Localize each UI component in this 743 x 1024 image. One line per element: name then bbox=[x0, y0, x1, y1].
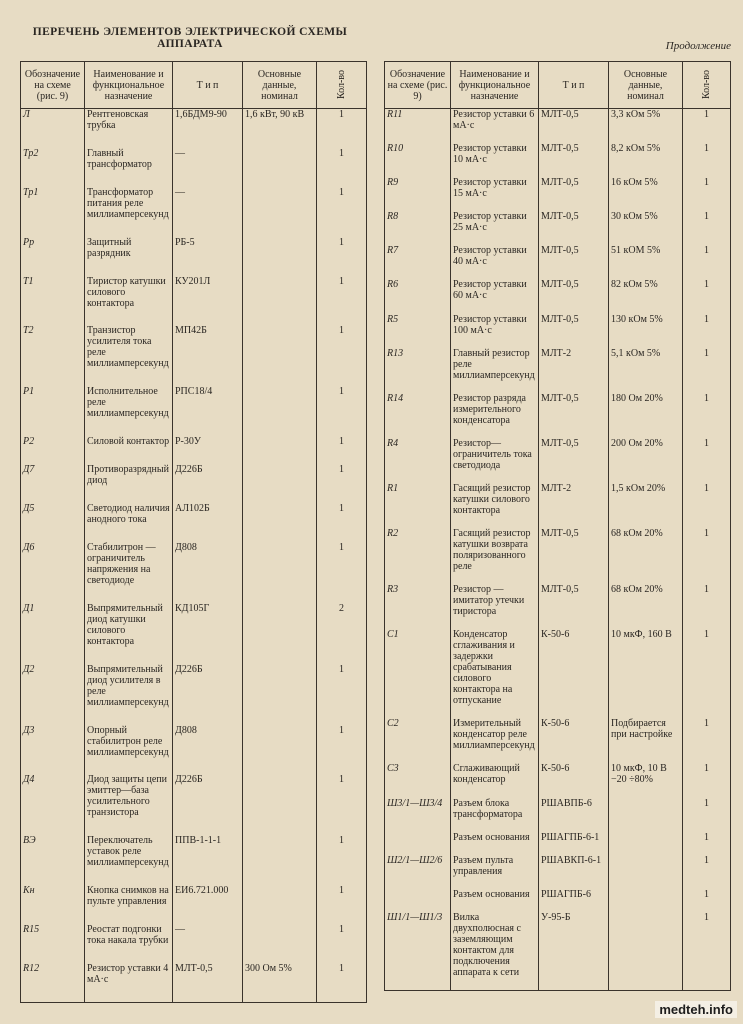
data-cell bbox=[243, 148, 317, 187]
data-cell: 68 кОм 20% bbox=[609, 528, 683, 584]
data-cell bbox=[609, 912, 683, 991]
name-cell: Резистор уставки 60 мА·с bbox=[451, 279, 539, 313]
type-cell: МЛТ-0,5 bbox=[173, 963, 243, 1002]
designation-cell: ВЭ bbox=[21, 835, 85, 885]
designation-cell: Д5 bbox=[21, 503, 85, 542]
designation-cell: Д1 bbox=[21, 603, 85, 664]
qty-cell: 1 bbox=[683, 798, 731, 832]
qty-cell: 1 bbox=[317, 725, 367, 775]
qty-cell: 1 bbox=[683, 718, 731, 763]
table-row bbox=[21, 885, 367, 924]
qty-cell: 1 bbox=[317, 237, 367, 276]
table-row bbox=[385, 109, 731, 144]
continued-label: Продолжение bbox=[665, 40, 731, 52]
designation-cell: Р2 bbox=[21, 436, 85, 464]
name-cell: Реостат подгонки тока накала трубки bbox=[85, 924, 173, 963]
header-data: Основные данные, номинал bbox=[243, 62, 317, 109]
designation-cell: Д6 bbox=[21, 542, 85, 603]
data-cell: 10 мкФ, 160 В bbox=[609, 629, 683, 718]
header-designation: Обозначение на схеме (рис. 9) bbox=[21, 62, 85, 109]
data-cell bbox=[243, 187, 317, 237]
name-cell: Разъем блока трансформатора bbox=[451, 798, 539, 832]
designation-cell: R4 bbox=[385, 438, 451, 483]
header-qty-label: Кол-во bbox=[701, 70, 712, 100]
data-cell: 200 Ом 20% bbox=[609, 438, 683, 483]
designation-cell: R5 bbox=[385, 314, 451, 348]
header-designation: Обозначение на схеме (рис. 9) bbox=[385, 62, 451, 109]
data-cell: 1,6 кВт, 90 кВ bbox=[243, 109, 317, 148]
qty-cell: 1 bbox=[317, 774, 367, 835]
type-cell: МЛТ-2 bbox=[539, 483, 609, 528]
name-cell: Выпрямительный диод усилителя в реле миллиамперсекунд bbox=[85, 664, 173, 725]
table-row bbox=[385, 889, 731, 912]
name-cell: Кнопка снимков на пульте управления bbox=[85, 885, 173, 924]
data-cell: 51 кОМ 5% bbox=[609, 245, 683, 279]
name-cell: Резистор—ограничитель тока светодиода bbox=[451, 438, 539, 483]
table-row bbox=[21, 464, 367, 503]
table-row bbox=[385, 211, 731, 245]
name-cell: Главный трансформатор bbox=[85, 148, 173, 187]
right-parts-table bbox=[384, 61, 731, 991]
designation-cell: R10 bbox=[385, 143, 451, 177]
type-cell: К-50-6 bbox=[539, 629, 609, 718]
table-row bbox=[385, 798, 731, 832]
name-cell: Гасящий резистор катушки силового контактора bbox=[451, 483, 539, 528]
name-cell: Резистор уставки 25 мА·с bbox=[451, 211, 539, 245]
designation-cell: Д4 bbox=[21, 774, 85, 835]
header-qty bbox=[683, 62, 731, 109]
table-row bbox=[21, 386, 367, 436]
name-cell: Опорный стабилитрон реле миллиамперсекунд bbox=[85, 725, 173, 775]
name-cell: Выпрямительный диод катушки силового контактора bbox=[85, 603, 173, 664]
page-title bbox=[20, 26, 360, 50]
qty-cell: 1 bbox=[683, 584, 731, 629]
header-name: Наименование и функциональное назначение bbox=[451, 62, 539, 109]
name-cell: Рентгеновская трубка bbox=[85, 109, 173, 148]
name-cell: Резистор уставки 15 мА·с bbox=[451, 177, 539, 211]
qty-cell: 1 bbox=[317, 924, 367, 963]
type-cell: — bbox=[173, 148, 243, 187]
designation-cell: R1 bbox=[385, 483, 451, 528]
type-cell: МЛТ-0,5 bbox=[539, 109, 609, 144]
type-cell: РШАВПБ-6 bbox=[539, 798, 609, 832]
data-cell: 300 Ом 5% bbox=[243, 963, 317, 1002]
type-cell: КУ201Л bbox=[173, 276, 243, 326]
type-cell: Р-30У bbox=[173, 436, 243, 464]
type-cell: МП42Б bbox=[173, 325, 243, 386]
designation-cell: R14 bbox=[385, 393, 451, 438]
table-row bbox=[21, 603, 367, 664]
table-row bbox=[21, 725, 367, 775]
name-cell: Тиристор катушки силового контактора bbox=[85, 276, 173, 326]
data-cell bbox=[243, 464, 317, 503]
table-row bbox=[385, 348, 731, 393]
name-cell: Противоразрядный диод bbox=[85, 464, 173, 503]
data-cell bbox=[243, 542, 317, 603]
type-cell: МЛТ-0,5 bbox=[539, 584, 609, 629]
name-cell: Резистор уставки 40 мА·с bbox=[451, 245, 539, 279]
table-row bbox=[385, 718, 731, 763]
qty-cell: 1 bbox=[683, 855, 731, 889]
type-cell: К-50-6 bbox=[539, 718, 609, 763]
qty-cell: 1 bbox=[317, 325, 367, 386]
table-row bbox=[21, 503, 367, 542]
data-cell: 5,1 кОм 5% bbox=[609, 348, 683, 393]
data-cell: 130 кОм 5% bbox=[609, 314, 683, 348]
table-row bbox=[21, 109, 367, 148]
type-cell: МЛТ-0,5 bbox=[539, 314, 609, 348]
designation-cell: Рр bbox=[21, 237, 85, 276]
type-cell: РБ-5 bbox=[173, 237, 243, 276]
qty-cell: 1 bbox=[683, 143, 731, 177]
type-cell: Д226Б bbox=[173, 464, 243, 503]
name-cell: Силовой контактор bbox=[85, 436, 173, 464]
table-row bbox=[385, 912, 731, 991]
designation-cell: Кн bbox=[21, 885, 85, 924]
designation-cell: Д7 bbox=[21, 464, 85, 503]
type-cell: МЛТ-0,5 bbox=[539, 245, 609, 279]
designation-cell: Ш3/1—Ш3/4 bbox=[385, 798, 451, 832]
header-type: Т и п bbox=[173, 62, 243, 109]
table-row bbox=[385, 832, 731, 855]
designation-cell: Ш2/1—Ш2/6 bbox=[385, 855, 451, 889]
name-cell: Конденсатор сглаживания и задержки срабатывания силового контактора на отпускание bbox=[451, 629, 539, 718]
data-cell: 16 кОм 5% bbox=[609, 177, 683, 211]
type-cell: ЕИ6.721.000 bbox=[173, 885, 243, 924]
name-cell: Разъем основания bbox=[451, 889, 539, 912]
type-cell: МЛТ-0,5 bbox=[539, 393, 609, 438]
designation-cell bbox=[385, 832, 451, 855]
designation-cell: R12 bbox=[21, 963, 85, 1002]
data-cell bbox=[243, 237, 317, 276]
table-row bbox=[385, 528, 731, 584]
name-cell: Вилка двухполюсная с заземляющим контактом для подключения аппарата к сети bbox=[451, 912, 539, 991]
table-header-row bbox=[21, 62, 367, 109]
name-cell: Резистор уставки 4 мА·с bbox=[85, 963, 173, 1002]
name-cell: Резистор — имитатор утечки тиристора bbox=[451, 584, 539, 629]
data-cell: 180 Ом 20% bbox=[609, 393, 683, 438]
table-row bbox=[21, 436, 367, 464]
qty-cell: 1 bbox=[317, 386, 367, 436]
table-row bbox=[21, 924, 367, 963]
table-row bbox=[385, 279, 731, 313]
designation-cell: R15 bbox=[21, 924, 85, 963]
name-cell: Разъем основания bbox=[451, 832, 539, 855]
header-type: Т и п bbox=[539, 62, 609, 109]
qty-cell: 1 bbox=[683, 629, 731, 718]
designation-cell: Л bbox=[21, 109, 85, 148]
designation-cell: Д3 bbox=[21, 725, 85, 775]
designation-cell: Ш1/1—Ш1/3 bbox=[385, 912, 451, 991]
qty-cell: 1 bbox=[683, 279, 731, 313]
table-row bbox=[21, 664, 367, 725]
qty-cell: 1 bbox=[683, 889, 731, 912]
table-row bbox=[385, 314, 731, 348]
name-cell: Стабилитрон — ограничитель напряжения на светодиоде bbox=[85, 542, 173, 603]
qty-cell: 1 bbox=[317, 109, 367, 148]
type-cell: МЛТ-0,5 bbox=[539, 438, 609, 483]
designation-cell: Т2 bbox=[21, 325, 85, 386]
left-parts-table bbox=[20, 61, 367, 1003]
table-row bbox=[385, 483, 731, 528]
data-cell: 1,5 кОм 20% bbox=[609, 483, 683, 528]
designation-cell: С1 bbox=[385, 629, 451, 718]
table-row bbox=[21, 542, 367, 603]
data-cell bbox=[243, 924, 317, 963]
type-cell: РПС18/4 bbox=[173, 386, 243, 436]
data-cell bbox=[243, 725, 317, 775]
table-row bbox=[21, 325, 367, 386]
data-cell bbox=[609, 832, 683, 855]
qty-cell: 1 bbox=[683, 832, 731, 855]
type-cell: ППВ-1-1-1 bbox=[173, 835, 243, 885]
qty-cell: 2 bbox=[317, 603, 367, 664]
data-cell bbox=[243, 436, 317, 464]
watermark: medteh.info bbox=[655, 1001, 737, 1018]
data-cell bbox=[243, 276, 317, 326]
name-cell: Резистор разряда измерительного конденсатора bbox=[451, 393, 539, 438]
qty-cell: 1 bbox=[683, 109, 731, 144]
data-cell: 82 кОм 5% bbox=[609, 279, 683, 313]
name-cell: Главный резистор реле миллиамперсекунд bbox=[451, 348, 539, 393]
designation-cell: Тр2 bbox=[21, 148, 85, 187]
data-cell bbox=[243, 503, 317, 542]
table-row bbox=[385, 393, 731, 438]
qty-cell: 1 bbox=[317, 436, 367, 464]
designation-cell: С2 bbox=[385, 718, 451, 763]
type-cell: Д808 bbox=[173, 725, 243, 775]
type-cell: — bbox=[173, 924, 243, 963]
qty-cell: 1 bbox=[683, 912, 731, 991]
name-cell: Гасящий резистор катушки возврата поляризованного реле bbox=[451, 528, 539, 584]
data-cell bbox=[609, 889, 683, 912]
name-cell: Измерительный конденсатор реле миллиамперсекунд bbox=[451, 718, 539, 763]
qty-cell: 1 bbox=[683, 763, 731, 797]
name-cell: Переключатель уставок реле миллиамперсекунд bbox=[85, 835, 173, 885]
designation-cell: R9 bbox=[385, 177, 451, 211]
table-row bbox=[385, 855, 731, 889]
table-row bbox=[385, 177, 731, 211]
type-cell: К-50-6 bbox=[539, 763, 609, 797]
qty-cell: 1 bbox=[317, 664, 367, 725]
qty-cell: 1 bbox=[317, 835, 367, 885]
qty-cell: 1 bbox=[317, 276, 367, 326]
data-cell bbox=[609, 798, 683, 832]
table-row bbox=[21, 835, 367, 885]
type-cell: У-95-Б bbox=[539, 912, 609, 991]
data-cell bbox=[609, 855, 683, 889]
table-row bbox=[385, 763, 731, 797]
data-cell bbox=[243, 664, 317, 725]
name-cell: Транзистор усилителя тока реле миллиамперсекунд bbox=[85, 325, 173, 386]
data-cell: 30 кОм 5% bbox=[609, 211, 683, 245]
designation-cell: Р1 bbox=[21, 386, 85, 436]
designation-cell: С3 bbox=[385, 763, 451, 797]
header-name: Наименование и функциональное назначение bbox=[85, 62, 173, 109]
type-cell: МЛТ-0,5 bbox=[539, 528, 609, 584]
type-cell: 1,6БДМ9-90 bbox=[173, 109, 243, 148]
designation-cell: Тр1 bbox=[21, 187, 85, 237]
header-data: Основные данные, номинал bbox=[609, 62, 683, 109]
data-cell bbox=[243, 835, 317, 885]
header-qty-label: Кол-во bbox=[336, 70, 347, 100]
type-cell: РШАГПБ-6-1 bbox=[539, 832, 609, 855]
data-cell: 10 мкФ, 10 В −20 ÷80% bbox=[609, 763, 683, 797]
table-row bbox=[21, 148, 367, 187]
qty-cell: 1 bbox=[683, 348, 731, 393]
qty-cell: 1 bbox=[683, 393, 731, 438]
designation-cell: R13 bbox=[385, 348, 451, 393]
table-row bbox=[21, 276, 367, 326]
qty-cell: 1 bbox=[683, 245, 731, 279]
table-header-row bbox=[385, 62, 731, 109]
data-cell: 68 кОм 20% bbox=[609, 584, 683, 629]
qty-cell: 1 bbox=[317, 503, 367, 542]
qty-cell: 1 bbox=[683, 528, 731, 584]
qty-cell: 1 bbox=[683, 211, 731, 245]
name-cell: Разъем пульта управления bbox=[451, 855, 539, 889]
type-cell: МЛТ-0,5 bbox=[539, 143, 609, 177]
table-row bbox=[21, 187, 367, 237]
table-row bbox=[385, 629, 731, 718]
designation-cell: Д2 bbox=[21, 664, 85, 725]
designation-cell: R3 bbox=[385, 584, 451, 629]
name-cell: Резистор уставки 6 мА·с bbox=[451, 109, 539, 144]
qty-cell: 1 bbox=[317, 464, 367, 503]
designation-cell: R6 bbox=[385, 279, 451, 313]
name-cell: Сглаживающий конденсатор bbox=[451, 763, 539, 797]
data-cell bbox=[243, 774, 317, 835]
designation-cell: R11 bbox=[385, 109, 451, 144]
table-row bbox=[385, 438, 731, 483]
type-cell: МЛТ-0,5 bbox=[539, 279, 609, 313]
qty-cell: 1 bbox=[317, 148, 367, 187]
designation-cell: R2 bbox=[385, 528, 451, 584]
header-qty bbox=[317, 62, 367, 109]
type-cell: Д226Б bbox=[173, 664, 243, 725]
name-cell: Резистор уставки 100 мА·с bbox=[451, 314, 539, 348]
table-row bbox=[21, 237, 367, 276]
data-cell: 3,3 кОм 5% bbox=[609, 109, 683, 144]
type-cell: Д808 bbox=[173, 542, 243, 603]
name-cell: Трансформатор питания реле миллиамперсекунд bbox=[85, 187, 173, 237]
data-cell bbox=[243, 325, 317, 386]
data-cell bbox=[243, 386, 317, 436]
qty-cell: 1 bbox=[317, 963, 367, 1002]
designation-cell: Т1 bbox=[21, 276, 85, 326]
data-cell bbox=[243, 885, 317, 924]
type-cell: МЛТ-0,5 bbox=[539, 211, 609, 245]
type-cell: РШАГПБ-6 bbox=[539, 889, 609, 912]
type-cell: МЛТ-2 bbox=[539, 348, 609, 393]
type-cell: Д226Б bbox=[173, 774, 243, 835]
table-row bbox=[385, 584, 731, 629]
qty-cell: 1 bbox=[683, 483, 731, 528]
name-cell: Исполнительное реле миллиамперсекунд bbox=[85, 386, 173, 436]
qty-cell: 1 bbox=[317, 885, 367, 924]
title-line-1: ПЕРЕЧЕНЬ ЭЛЕМЕНТОВ ЭЛЕКТРИЧЕСКОЙ СХЕМЫ bbox=[32, 26, 348, 38]
qty-cell: 1 bbox=[683, 438, 731, 483]
qty-cell: 1 bbox=[317, 542, 367, 603]
type-cell: АЛ102Б bbox=[173, 503, 243, 542]
table-row bbox=[21, 774, 367, 835]
qty-cell: 1 bbox=[683, 314, 731, 348]
table-row bbox=[21, 963, 367, 1002]
designation-cell: R8 bbox=[385, 211, 451, 245]
data-cell: Подбирается при настройке bbox=[609, 718, 683, 763]
data-cell: 8,2 кОм 5% bbox=[609, 143, 683, 177]
name-cell: Светодиод наличия анодного тока bbox=[85, 503, 173, 542]
qty-cell: 1 bbox=[683, 177, 731, 211]
type-cell: МЛТ-0,5 bbox=[539, 177, 609, 211]
data-cell bbox=[243, 603, 317, 664]
title-line-2: АППАРАТА bbox=[157, 38, 223, 50]
qty-cell: 1 bbox=[317, 187, 367, 237]
type-cell: — bbox=[173, 187, 243, 237]
name-cell: Диод защиты цепи эмиттер—база усилительного транзистора bbox=[85, 774, 173, 835]
type-cell: РШАВКП-6-1 bbox=[539, 855, 609, 889]
designation-cell: R7 bbox=[385, 245, 451, 279]
name-cell: Резистор уставки 10 мА·с bbox=[451, 143, 539, 177]
type-cell: КД105Г bbox=[173, 603, 243, 664]
name-cell: Защитный разрядник bbox=[85, 237, 173, 276]
designation-cell bbox=[385, 889, 451, 912]
table-row bbox=[385, 143, 731, 177]
table-row bbox=[385, 245, 731, 279]
